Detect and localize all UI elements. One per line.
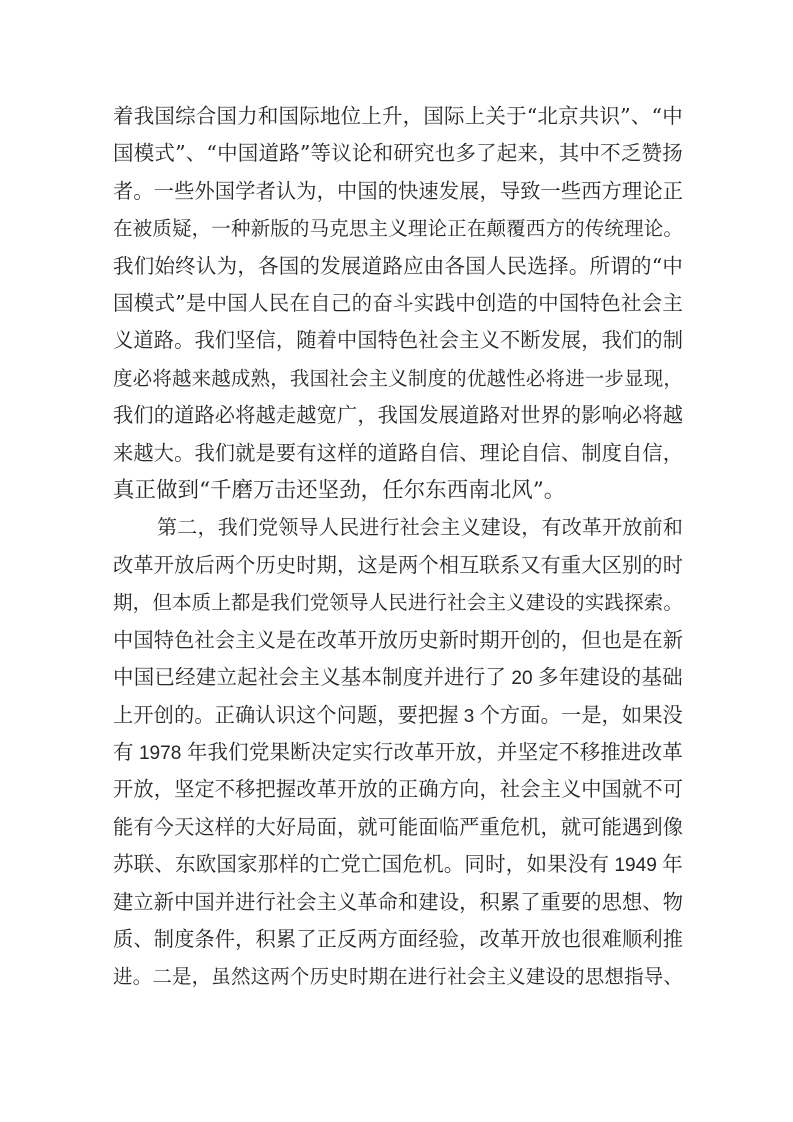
text-line: 改 革 开 放 后 两 个 历 史 时 期 ， 这 是 两 个 相 互 联 系 又 有 重 大 区 别 的 时 [113, 552, 683, 577]
text-line: 期 ， 但 本 质 上 都 是 我 们 党 领 导 人 民 进 行 社 会 主 义 建 设 的 实 践 探 索 。 [113, 591, 683, 615]
text-line: 质 、 制 度 条 件 ， 积 累 了 正 反 两 方 面 经 验 ， 改 革 开 放 也 很 难 顺 利 推 [113, 926, 683, 951]
text-line: 进 。 二 是 ， 虽 然 这 两 个 历 史 时 期 在 进 行 社 会 主 义 建 设 的 思 想 指 导 、 [113, 965, 683, 989]
text-line: 我 们 始 终 认 为 ， 各 国 的 发 展 道 路 应 由 各 国 人 民 选 择 。 所 谓 的 “ 中 [113, 253, 683, 278]
text-line: 者 。 一 些 外 国 学 者 认 为 ， 中 国 的 快 速 发 展 ， 导 致 一 些 西 方 理 论 正 [113, 178, 683, 203]
text-line: 真 正 做 到 “ 千 磨 万 击 还 坚 劲 ， 任 尔 东 西 南 北 风 ” 。 [113, 478, 566, 504]
text-line: 义 道 路 。 我 们 坚 信 ， 随 着 中 国 特 色 社 会 主 义 不 断 发 展 ， 我 们 的 制 [113, 328, 683, 353]
text-line: 能 有 今 天 这 样 的 大 好 局 面 ， 就 可 能 面 临 严 重 危 机 ， 就 可 能 遇 到 像 [113, 814, 683, 839]
text-line: 国 模 式 ” 、 “ 中 国 道 路 ” 等 议 论 和 研 究 也 多 了 起 来 ， 其 中 不 乏 赞 扬 [113, 141, 683, 166]
text-line: 建 立 新 中 国 并 进 行 社 会 主 义 革 命 和 建 设 ， 积 累 了 重 要 的 思 想 、 物 [113, 889, 683, 914]
text-line: 中 国 已 经 建 立 起 社 会 主 义 基 本 制 度 并 进 行 了 20 多 年 建 设 的 基 础 [113, 665, 683, 690]
text-line: 有 1978 年 我 们 党 果 断 决 定 实 行 改 革 开 放 ， 并 坚 定 不 移 推 进 改 革 [113, 739, 683, 764]
text-line: 着 我 国 综 合 国 力 和 国 际 地 位 上 升 ， 国 际 上 关 于 “ 北 京 共 识 ” 、 “ 中 [113, 104, 683, 128]
text-line: 第 二 ， 我 们 党 领 导 人 民 进 行 社 会 主 义 建 设 ， 有 改 革 开 放 前 和 [157, 515, 683, 540]
text-line: 我 们 的 道 路 必 将 越 走 越 宽 广 ， 我 国 发 展 道 路 对 世 界 的 影 响 必 将 越 [113, 403, 683, 428]
text-line: 苏 联 、 东 欧 国 家 那 样 的 亡 党 亡 国 危 机 。 同 时 ， 如 果 没 有 1949 年 [113, 852, 683, 877]
text-line: 上 开 创 的 。 正 确 认 识 这 个 问 题 ， 要 把 握 3 个 方 面 。 一 是 ， 如 果 没 [113, 702, 683, 727]
text-line: 来 越 大 。 我 们 就 是 要 有 这 样 的 道 路 自 信 、 理 论 自 信 、 制 度 自 信 ， [113, 440, 683, 465]
page-text [113, 98, 683, 996]
text-line: 中 国 特 色 社 会 主 义 是 在 改 革 开 放 历 史 新 时 期 开 创 的 ， 但 也 是 在 新 [113, 627, 683, 652]
text-line: 开 放 ， 坚 定 不 移 把 握 改 革 开 放 的 正 确 方 向 ， 社 会 主 义 中 国 就 不 可 [113, 777, 683, 802]
text-line: 度 必 将 越 来 越 成 熟 ， 我 国 社 会 主 义 制 度 的 优 越 性 必 将 进 一 步 显 现 ， [113, 366, 683, 390]
text-line: 在 被 质 疑 ， 一 种 新 版 的 马 克 思 主 义 理 论 正 在 颠 覆 西 方 的 传 统 理 论 。 [113, 217, 683, 241]
text-line: 国 模 式 ” 是 中 国 人 民 在 自 己 的 奋 斗 实 践 中 创 造 的 中 国 特 色 社 会 主 [113, 291, 683, 316]
